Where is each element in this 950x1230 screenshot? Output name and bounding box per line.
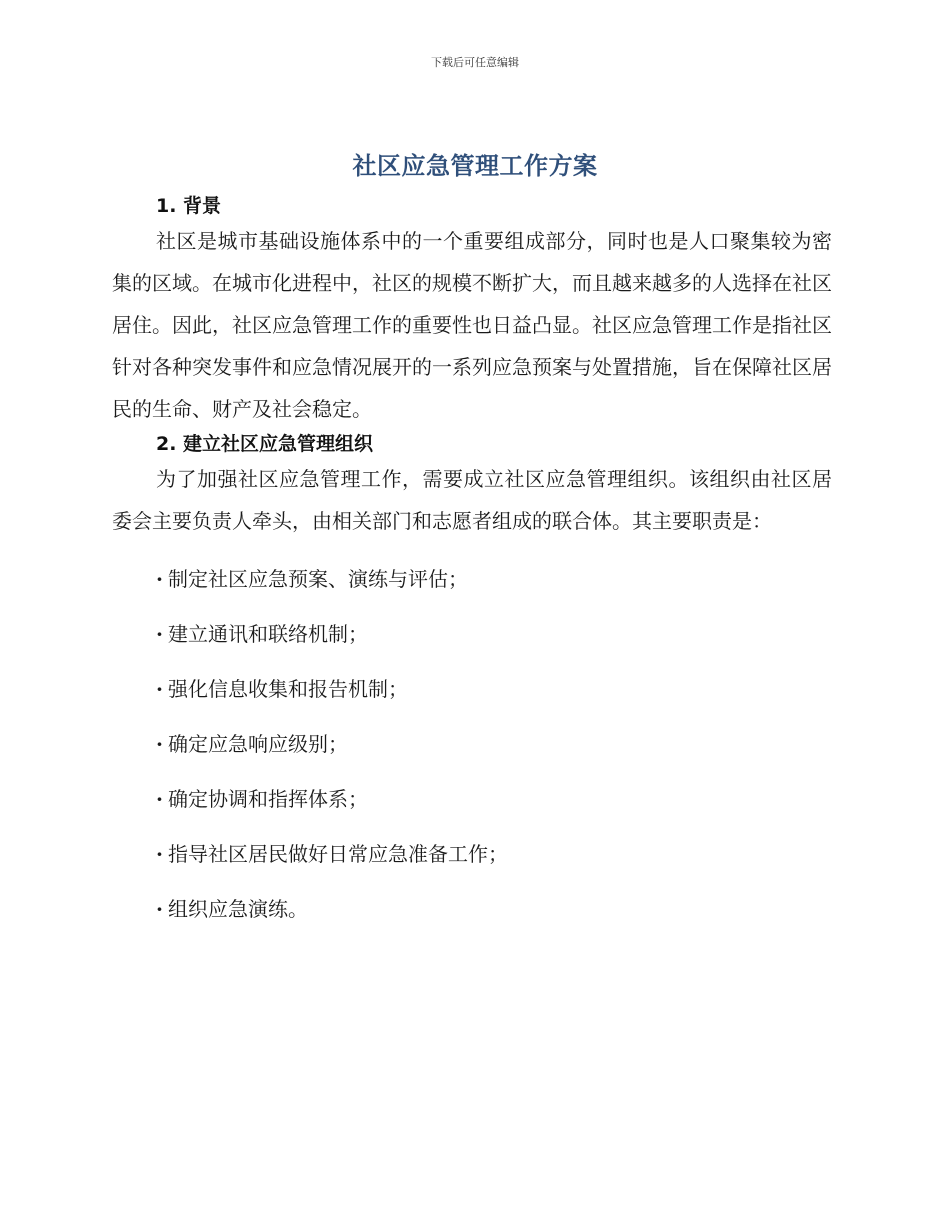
bullet-mark: · bbox=[156, 897, 163, 921]
list-item bbox=[112, 784, 832, 814]
section-heading-background: 1. 背景 bbox=[156, 195, 222, 217]
list-item bbox=[112, 839, 832, 869]
bullet-mark: · bbox=[156, 677, 163, 701]
page-title: 社区应急管理工作方案 bbox=[352, 152, 598, 180]
bullet-mark: · bbox=[156, 842, 163, 866]
bullet-mark: · bbox=[156, 622, 163, 646]
paragraph-organization: 为了加强社区应急管理工作，需要成立社区应急管理组织。该组织由社区居委会主要负责人牵头，由相关部门和志愿者组成的联合体。其主要职责是： bbox=[112, 467, 832, 533]
document-body bbox=[112, 192, 832, 949]
list-item bbox=[112, 729, 832, 759]
bullet-mark: · bbox=[156, 787, 163, 811]
list-item-text: 确定协调和指挥体系； bbox=[168, 787, 368, 811]
list-item-text: 建立通讯和联络机制； bbox=[168, 622, 368, 646]
list-item-text: 指导社区居民做好日常应急准备工作； bbox=[168, 842, 508, 866]
bullet-mark: · bbox=[156, 567, 163, 591]
list-item-text: 强化信息收集和报告机制； bbox=[168, 677, 408, 701]
list-item-text: 组织应急演练。 bbox=[168, 897, 308, 921]
list-item bbox=[112, 894, 832, 924]
section-heading-organization: 2. 建立社区应急管理组织 bbox=[156, 433, 374, 455]
list-item bbox=[112, 564, 832, 594]
header-note: 下载后可任意编辑 bbox=[431, 56, 519, 69]
paragraph-background: 社区是城市基础设施体系中的一个重要组成部分，同时也是人口聚集较为密集的区域。在城市化进程中，社区的规模不断扩大，而且越来越多的人选择在社区居住。因此，社区应急管理工作的重要性也日益凸显。社区应急管理工作是指社区针对各种突发事件和应急情况展开的一系列应急预案与处置措施，旨在保障社区居民的生命、财产及社会稳定。 bbox=[112, 229, 832, 421]
list-item bbox=[112, 619, 832, 649]
list-item-text: 确定应急响应级别； bbox=[168, 732, 348, 756]
bullet-mark: · bbox=[156, 732, 163, 756]
list-item bbox=[112, 674, 832, 704]
duty-list bbox=[112, 564, 832, 924]
list-item-text: 制定社区应急预案、演练与评估； bbox=[168, 567, 468, 591]
